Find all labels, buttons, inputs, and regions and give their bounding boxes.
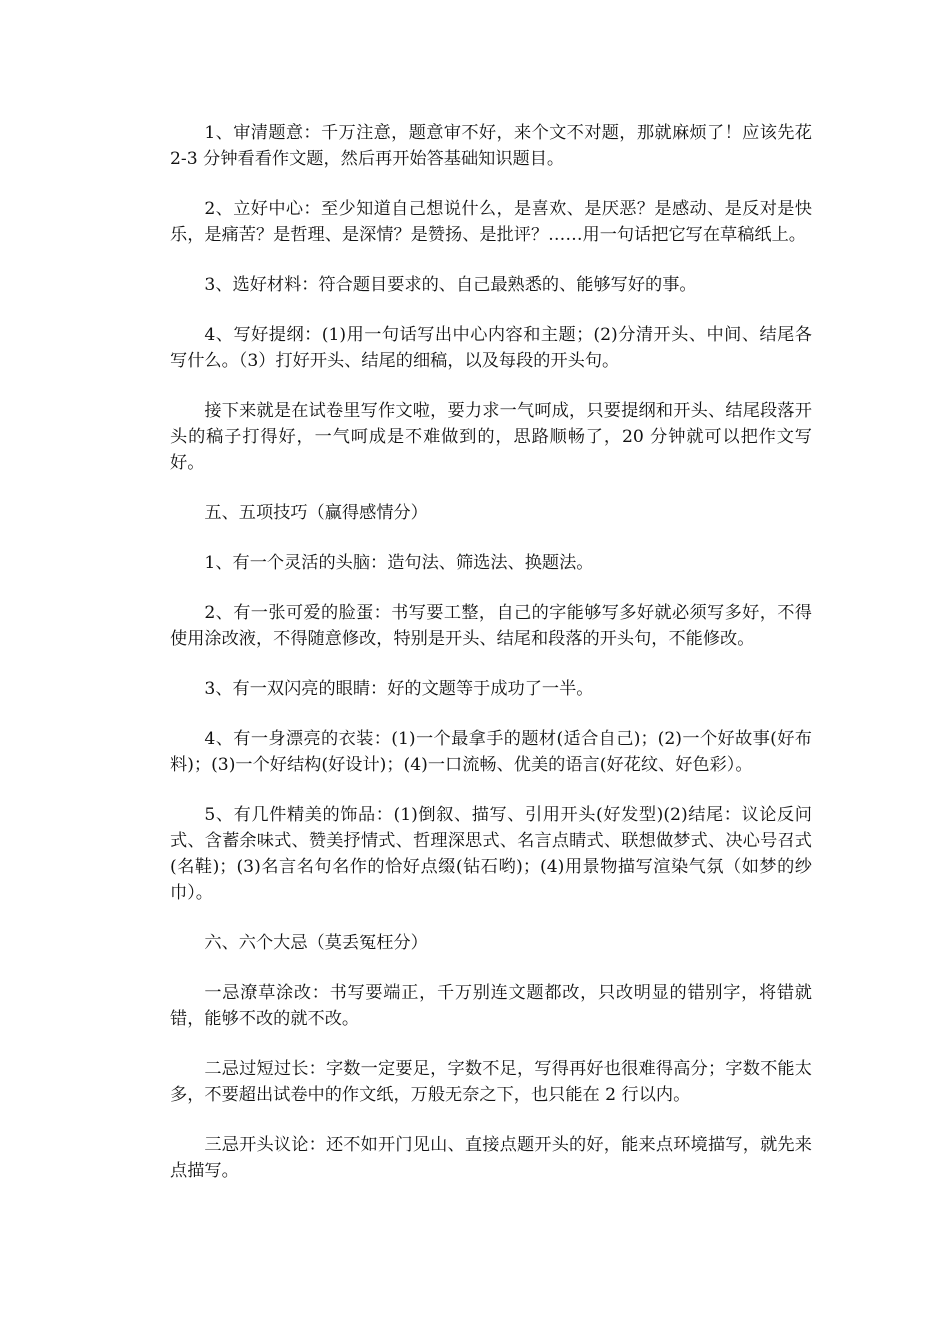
- section-heading-six-taboos: 六、六个大忌（莫丢冤枉分）: [204, 933, 428, 953]
- paragraph-skill-5: 5、有几件精美的饰品：(1)倒叙、描写、引用开头(好发型)(2)结尾：议论反问式、含蓄余味式、赞美抒情式、哲理深思式、名言点睛式、联想做梦式、决心号召式(名鞋)；(3)名言名句名作的恰好点缀(钻石哟)；(4)用景物描写渲染气氛（如梦的纱巾）。: [170, 805, 812, 903]
- section-heading-five-skills: 五、五项技巧（赢得感情分）: [204, 503, 428, 523]
- paragraph-skill-4: 4、有一身漂亮的衣装：(1)一个最拿手的题材(适合自己)；(2)一个好故事(好布料)；(3)一个好结构(好设计)；(4)一口流畅、优美的语言(好花纹、好色彩）。: [170, 729, 812, 775]
- paragraph-taboo-3: 三忌开头议论：还不如开门见山、直接点题开头的好，能来点环境描写，就先来点描写。: [170, 1135, 812, 1181]
- paragraph-review-topic: 1、审清题意：千万注意，题意审不好，来个文不对题，那就麻烦了！应该先花 2-3 分钟看看作文题，然后再开始答基础知识题目。: [170, 123, 812, 169]
- paragraph-skill-3: 3、有一双闪亮的眼睛：好的文题等于成功了一半。: [204, 679, 594, 699]
- paragraph-write-outline: 4、写好提纲：(1)用一句话写出中心内容和主题；(2)分清开头、中间、结尾各写什么。（3）打好开头、结尾的细稿，以及每段的开头句。: [170, 325, 812, 371]
- paragraph-skill-1: 1、有一个灵活的头脑：造句法、筛选法、换题法。: [204, 553, 594, 573]
- paragraph-choose-material: 3、选好材料：符合题目要求的、自己最熟悉的、能够写好的事。: [204, 275, 697, 295]
- paragraph-set-center: 2、立好中心：至少知道自己想说什么，是喜欢、是厌恶？是感动、是反对是快乐，是痛苦？是哲理、是深情？是赞扬、是批评？……用一句话把它写在草稿纸上。: [170, 199, 812, 245]
- paragraph-skill-2: 2、有一张可爱的脸蛋：书写要工整，自己的字能够写多好就必须写多好，不得使用涂改液，不得随意修改，特别是开头、结尾和段落的开头句，不能修改。: [170, 603, 812, 649]
- paragraph-write-essay: 接下来就是在试卷里写作文啦，要力求一气呵成，只要提纲和开头、结尾段落开头的稿子打得好，一气呵成是不难做到的，思路顺畅了，20 分钟就可以把作文写好。: [170, 401, 812, 473]
- paragraph-taboo-2: 二忌过短过长：字数一定要足，字数不足，写得再好也很难得高分；字数不能太多，不要超出试卷中的作文纸，万般无奈之下，也只能在 2 行以内。: [170, 1059, 812, 1105]
- paragraph-taboo-1: 一忌潦草涂改：书写要端正，千万别连文题都改，只改明显的错别字，将错就错，能够不改的就不改。: [170, 983, 812, 1029]
- document-body: [170, 120, 812, 1208]
